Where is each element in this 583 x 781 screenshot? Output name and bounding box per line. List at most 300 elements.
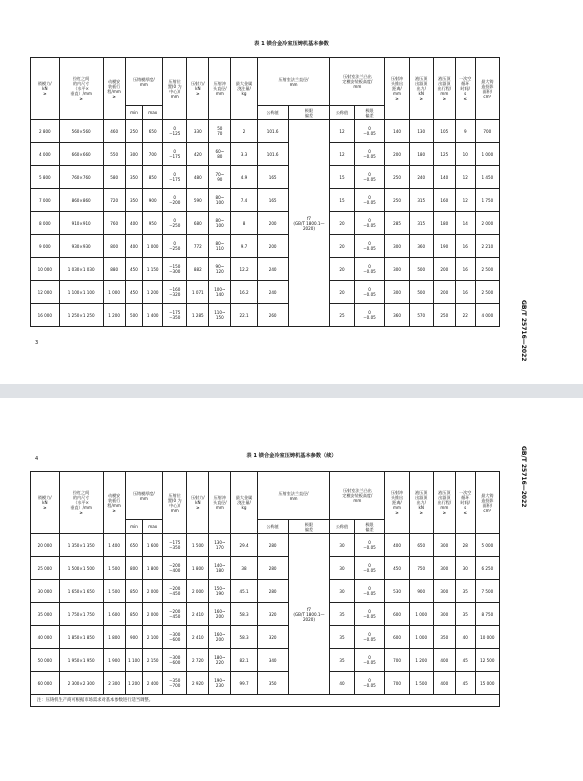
table-cell: 2 500	[475, 281, 499, 304]
table-cell: 20	[330, 235, 354, 258]
table-cell: 2 000	[475, 212, 499, 235]
table-cell: 6 250	[475, 557, 499, 580]
table-cell: 2 100	[143, 626, 163, 649]
protrusion-tolerance-cell: 0 −0.05	[354, 212, 385, 235]
protrusion-tolerance-cell: 0 −0.05	[354, 580, 385, 603]
table-cell: 2 500	[475, 258, 499, 281]
table-cell: 1 400	[103, 534, 125, 557]
table-cell: 8 000	[31, 212, 60, 235]
standard-code: GB/T 25716—2022	[520, 446, 527, 508]
table-cell: 2	[231, 120, 257, 143]
table-cell: 45.1	[231, 580, 257, 603]
protrusion-tolerance-cell: 0 −0.05	[354, 258, 385, 281]
table-cell: −200 −450	[163, 580, 187, 603]
table-cell: 400	[125, 235, 143, 258]
table-cell: 650	[409, 534, 433, 557]
table-cell: −150 −300	[163, 258, 187, 281]
table-cell: 1 750	[475, 189, 499, 212]
table-cell: 2 000	[187, 580, 209, 603]
table-cell: 750	[409, 557, 433, 580]
table-cell: 590	[187, 189, 209, 212]
table-cell: 0 −250	[163, 212, 187, 235]
table-cell: 1 500×1 500	[59, 557, 103, 580]
table-cell: 900	[409, 580, 433, 603]
table-cell: 16	[455, 258, 475, 281]
column-header: 压射冲 头推出 距离/ mm ≥	[385, 58, 409, 120]
table-note: 注：压铸机生产商可根据市场需求对基本参数进行适当调整。	[31, 695, 500, 707]
table-cell: 82.1	[231, 649, 257, 672]
document-page-3	[0, 0, 583, 384]
table-cell: 1 500	[103, 557, 125, 580]
table-cell: 110~ 150	[209, 304, 231, 327]
table-cell: 15	[330, 166, 354, 189]
column-header: 压射力/ kN ≥	[187, 58, 209, 120]
protrusion-tolerance-cell: 0 −0.05	[354, 603, 385, 626]
table-cell: 10 000	[475, 626, 499, 649]
table-cell: 760×760	[59, 166, 103, 189]
table-cell: 1 500	[187, 534, 209, 557]
table-cell: −175 −350	[163, 534, 187, 557]
table-cell: 850	[143, 166, 163, 189]
table-cell: 1 000	[475, 143, 499, 166]
table-cell: 80~ 100	[209, 212, 231, 235]
table-cell: 340	[257, 649, 288, 672]
table-cell: 300	[385, 235, 409, 258]
table-cell: 0 −200	[163, 189, 187, 212]
table-cell: 800	[103, 235, 125, 258]
table-cell: 580	[103, 166, 125, 189]
table-cell: 320	[257, 603, 288, 626]
table-cell: 40	[455, 626, 475, 649]
table-cell: 140	[433, 166, 455, 189]
table-cell: 140~ 180	[209, 557, 231, 580]
flange-tolerance-cell: f7 (GB/T 1800.1— 2020)	[288, 120, 330, 327]
column-header: 压射室法兰凸出 定模安装板高度/ mm	[330, 472, 385, 520]
column-header: 压铸模厚度/ mm	[125, 472, 162, 520]
table-cell: 1 030×1 030	[59, 258, 103, 281]
table-cell: 101.6	[257, 143, 288, 166]
table-cell: 2 800	[31, 120, 60, 143]
table-row	[31, 258, 500, 281]
table-row	[31, 534, 500, 557]
table-cell: 1 000	[143, 235, 163, 258]
table-cell: 35	[455, 603, 475, 626]
table-cell: 190~ 230	[209, 672, 231, 695]
column-header: 公称值	[257, 520, 288, 534]
protrusion-tolerance-cell: 0 −0.05	[354, 649, 385, 672]
column-header: max	[143, 520, 163, 534]
table-cell: 300	[433, 603, 455, 626]
table-cell: 200	[433, 281, 455, 304]
table-cell: 0 −125	[163, 120, 187, 143]
table-cell: 450	[125, 258, 143, 281]
table-cell: 700	[385, 649, 409, 672]
table-cell: 4 000	[31, 143, 60, 166]
table-cell: 480	[187, 166, 209, 189]
table-cell: 15	[330, 189, 354, 212]
table-cell: 930×930	[59, 235, 103, 258]
table-cell: 1 500	[103, 580, 125, 603]
table-cell: 2 400	[143, 672, 163, 695]
table-cell: 900	[143, 189, 163, 212]
table-cell: 38	[231, 557, 257, 580]
table-cell: 1 000	[103, 281, 125, 304]
column-header: 锁模力/ kN ≥	[31, 58, 60, 120]
table-cell: 90~ 120	[209, 258, 231, 281]
table-cell: 14	[455, 212, 475, 235]
table-cell: 16	[455, 235, 475, 258]
table-cell: 1 200	[125, 672, 143, 695]
table-cell: 0 −250	[163, 235, 187, 258]
table-cell: 700	[385, 672, 409, 695]
table-cell: 1 500	[409, 672, 433, 695]
column-header: 液压顶 出器顶 出行程/ mm ≥	[433, 472, 455, 534]
table-cell: 1 600	[143, 534, 163, 557]
table-title: 表 1 镁合金冷室压铸机基本参数	[254, 41, 329, 47]
table-cell: 450	[385, 557, 409, 580]
table-cell: 5 000	[475, 534, 499, 557]
table-cell: 16.2	[231, 281, 257, 304]
protrusion-tolerance-cell: 0 −0.05	[354, 143, 385, 166]
table-cell: 35	[330, 649, 354, 672]
table-cell: 800	[125, 557, 143, 580]
table-cell: 1 800	[187, 557, 209, 580]
table-cell: 1 450	[475, 166, 499, 189]
table-cell: 910×910	[59, 212, 103, 235]
table-cell: 2 000	[143, 580, 163, 603]
table-cell: 58.3	[231, 603, 257, 626]
document-page-4	[0, 398, 583, 781]
table-cell: 1 200	[409, 649, 433, 672]
table-cell: 500	[125, 304, 143, 327]
table-cell: 40	[330, 672, 354, 695]
table-cell: 315	[409, 212, 433, 235]
table-cell: 300	[125, 143, 143, 166]
table-cell: 7 000	[31, 189, 60, 212]
column-header: 公称值	[330, 520, 354, 534]
table-cell: 260	[257, 304, 288, 327]
table-cell: 20 000	[31, 534, 60, 557]
table-cell: −160 −320	[163, 281, 187, 304]
table-cell: 2 300×2 300	[59, 672, 103, 695]
table-cell: 0 −175	[163, 143, 187, 166]
table-cell: 165	[257, 189, 288, 212]
table-cell: 1 800	[143, 557, 163, 580]
table-cell: 250	[385, 166, 409, 189]
table-cell: 950	[143, 212, 163, 235]
table-cell: 4.9	[231, 166, 257, 189]
table-cell: 660×660	[59, 143, 103, 166]
column-header: 一次空 循环 时间/ s ≤	[455, 472, 475, 534]
table-cell: 600	[385, 603, 409, 626]
column-header: 公称值	[257, 106, 288, 120]
column-header: 拉杠之间 的内尺寸 （水平× 垂直）/mm ≥	[59, 472, 103, 534]
table-row	[31, 304, 500, 327]
page-separator	[0, 384, 583, 398]
table-cell: 760	[103, 212, 125, 235]
table-cell: 850	[125, 580, 143, 603]
protrusion-tolerance-cell: 0 −0.05	[354, 235, 385, 258]
table-cell: 16 000	[31, 304, 60, 327]
parameter-table-continued	[30, 471, 500, 707]
table-cell: 100~ 140	[209, 281, 231, 304]
table-cell: 35	[330, 626, 354, 649]
table-row	[31, 557, 500, 580]
table-cell: 0 −175	[163, 166, 187, 189]
column-header: 压射冲 头直径/ mm	[209, 58, 231, 120]
table-cell: 12 500	[475, 649, 499, 672]
table-cell: 882	[187, 258, 209, 281]
table-cell: 350	[257, 672, 288, 695]
column-header: 压铸模厚度/ mm	[125, 58, 162, 106]
note-row	[31, 695, 500, 707]
table-cell: 1 150	[143, 258, 163, 281]
protrusion-tolerance-cell: 0 −0.05	[354, 534, 385, 557]
table-cell: 1 100	[125, 649, 143, 672]
table-cell: 8	[231, 212, 257, 235]
table-cell: 530	[385, 580, 409, 603]
table-row	[31, 166, 500, 189]
table-cell: 600	[385, 626, 409, 649]
table-cell: −175 −350	[163, 304, 187, 327]
table-cell: 22.1	[231, 304, 257, 327]
page-number: 4	[35, 456, 39, 462]
table-cell: 700	[143, 143, 163, 166]
table-cell: 2 410	[187, 603, 209, 626]
table-cell: 101.6	[257, 120, 288, 143]
table-cell: 900	[125, 626, 143, 649]
table-cell: 200	[257, 212, 288, 235]
table-row	[31, 189, 500, 212]
table-cell: 9 000	[31, 235, 60, 258]
table-cell: 300	[433, 557, 455, 580]
table-cell: 1 200	[103, 304, 125, 327]
protrusion-tolerance-cell: 0 −0.05	[354, 281, 385, 304]
table-cell: 60~ 80	[209, 143, 231, 166]
table-cell: 200	[257, 235, 288, 258]
table-cell: 20	[330, 212, 354, 235]
table-cell: 12	[455, 166, 475, 189]
table-cell: 1 200	[143, 281, 163, 304]
table-cell: 30	[330, 580, 354, 603]
table-cell: 30	[330, 557, 354, 580]
table-cell: 40 000	[31, 626, 60, 649]
standard-code: GB/T 25716—2022	[520, 300, 527, 362]
table-cell: 680	[187, 212, 209, 235]
table-cell: 30	[330, 534, 354, 557]
table-cell: 2 920	[187, 672, 209, 695]
column-header: 压射力/ kN ≥	[187, 472, 209, 534]
table-cell: 420	[187, 143, 209, 166]
table-cell: 550	[103, 143, 125, 166]
table-cell: 25 000	[31, 557, 60, 580]
table-cell: 125	[433, 143, 455, 166]
column-header: 极限 偏差	[354, 106, 385, 120]
table-cell: 190	[433, 235, 455, 258]
table-cell: 58.3	[231, 626, 257, 649]
protrusion-tolerance-cell: 0 −0.05	[354, 304, 385, 327]
table-cell: 180	[433, 212, 455, 235]
table-cell: 1 285	[187, 304, 209, 327]
table-cell: −200 −450	[163, 603, 187, 626]
table-cell: 2 210	[475, 235, 499, 258]
table-cell: −200 −400	[163, 557, 187, 580]
table-cell: 5 800	[31, 166, 60, 189]
column-header: 公称值	[330, 106, 354, 120]
table-cell: 350	[125, 166, 143, 189]
table-row	[31, 626, 500, 649]
table-cell: 105	[433, 120, 455, 143]
table-cell: 250	[385, 189, 409, 212]
table-cell: 850	[125, 603, 143, 626]
table-cell: 1 071	[187, 281, 209, 304]
table-cell: 240	[257, 281, 288, 304]
protrusion-tolerance-cell: 0 −0.05	[354, 626, 385, 649]
column-header: 液压顶 出器顶 出力/ kN ≥	[409, 472, 433, 534]
table-cell: 1 800	[103, 626, 125, 649]
table-row	[31, 672, 500, 695]
table-cell: 500	[409, 281, 433, 304]
column-header: 最大铸 造投影 面积/ cm²	[475, 472, 499, 534]
table-cell: 300	[433, 580, 455, 603]
table-cell: 250	[433, 304, 455, 327]
table-cell: 280	[257, 557, 288, 580]
column-header: 最大金属 浇注量/ kg	[231, 472, 257, 534]
table-cell: 1 000	[409, 603, 433, 626]
table-cell: 4 000	[475, 304, 499, 327]
table-cell: 30 000	[31, 580, 60, 603]
table-cell: 360	[385, 304, 409, 327]
table-cell: 700	[475, 120, 499, 143]
table-cell: 29.4	[231, 534, 257, 557]
column-header: 压射室法兰直径/ mm	[257, 472, 330, 520]
table-cell: 10 000	[31, 258, 60, 281]
table-cell: 500	[409, 258, 433, 281]
table-cell: 9.7	[231, 235, 257, 258]
table-cell: 80~ 110	[209, 235, 231, 258]
column-header: 液压顶 出器顶 出行程/ mm ≥	[433, 58, 455, 120]
table-cell: 180	[409, 143, 433, 166]
table-cell: −350 −700	[163, 672, 187, 695]
column-header: min	[125, 520, 143, 534]
column-header: 动模安 装板行 程/mm ≥	[103, 58, 125, 120]
table-cell: 50 000	[31, 649, 60, 672]
table-cell: 12.2	[231, 258, 257, 281]
column-header: 极限 偏差	[288, 106, 330, 120]
table-cell: 20	[330, 281, 354, 304]
table-cell: 160~ 200	[209, 603, 231, 626]
table-cell: 280	[257, 580, 288, 603]
table-cell: 400	[385, 534, 409, 557]
table-cell: 165	[257, 166, 288, 189]
protrusion-tolerance-cell: 0 −0.05	[354, 120, 385, 143]
table-cell: 130~ 170	[209, 534, 231, 557]
table-cell: 300	[385, 281, 409, 304]
table-cell: 160~ 200	[209, 626, 231, 649]
table-cell: 12	[330, 143, 354, 166]
column-header: 压射室法兰凸出 定模安装板高度/ mm	[330, 58, 385, 106]
column-header: 最大铸 造投影 面积/ cm²	[475, 58, 499, 120]
table-cell: 12	[330, 120, 354, 143]
table-cell: 50 70	[209, 120, 231, 143]
table-cell: 570	[409, 304, 433, 327]
table-cell: 400	[125, 212, 143, 235]
table-cell: 35 000	[31, 603, 60, 626]
table-cell: 2 150	[143, 649, 163, 672]
table-cell: 400	[433, 649, 455, 672]
column-header: 极限 偏差	[354, 520, 385, 534]
table-cell: 1 000	[409, 626, 433, 649]
table-cell: 16	[455, 281, 475, 304]
table-row	[31, 649, 500, 672]
table-cell: 240	[257, 258, 288, 281]
table-cell: 560×560	[59, 120, 103, 143]
table-cell: 35	[455, 580, 475, 603]
table-cell: 300	[385, 258, 409, 281]
column-header: 拉杠之间 的内尺寸 （水平× 垂直）/mm ≥	[59, 58, 103, 120]
table-cell: 180~ 220	[209, 649, 231, 672]
table-cell: 880	[103, 258, 125, 281]
table-cell: 1 850×1 850	[59, 626, 103, 649]
column-header: 压射位 置(0 为 中心)/ mm	[163, 58, 187, 120]
table-cell: 285	[385, 212, 409, 235]
table-title: 表 1 镁合金冷室压铸机基本参数（续）	[246, 453, 337, 459]
column-header: min	[125, 106, 143, 120]
table-cell: 650	[125, 534, 143, 557]
table-cell: 460	[103, 120, 125, 143]
table-cell: 10	[455, 143, 475, 166]
table-row	[31, 281, 500, 304]
table-cell: 150~ 190	[209, 580, 231, 603]
column-header: 极限 偏差	[288, 520, 330, 534]
table-cell: 130	[409, 120, 433, 143]
table-cell: 2 300	[103, 672, 125, 695]
table-cell: 45	[455, 672, 475, 695]
table-row	[31, 603, 500, 626]
table-cell: 240	[409, 166, 433, 189]
page-number: 3	[35, 340, 39, 346]
table-cell: 140	[385, 120, 409, 143]
table-row	[31, 235, 500, 258]
table-cell: 280	[257, 534, 288, 557]
table-cell: 200	[385, 143, 409, 166]
table-cell: 1 950×1 950	[59, 649, 103, 672]
table-cell: 2 720	[187, 649, 209, 672]
table-cell: 1 650×1 650	[59, 580, 103, 603]
table-cell: 15 000	[475, 672, 499, 695]
flange-tolerance-cell: f7 (GB/T 1800.1— 2020)	[288, 534, 330, 695]
column-header: 压射冲 头直径/ mm	[209, 472, 231, 534]
table-cell: −300 −600	[163, 626, 187, 649]
protrusion-tolerance-cell: 0 −0.05	[354, 166, 385, 189]
table-cell: 8 750	[475, 603, 499, 626]
table-cell: 1 350×1 350	[59, 534, 103, 557]
table-cell: 360	[409, 235, 433, 258]
table-cell: 350	[433, 626, 455, 649]
column-header: max	[143, 106, 163, 120]
column-header: 液压顶 出器顶 出力/ kN ≥	[409, 58, 433, 120]
column-header: 锁模力/ kN ≥	[31, 472, 60, 534]
table-cell: 450	[125, 281, 143, 304]
column-header: 压射室法兰直径/ mm	[257, 58, 330, 106]
table-cell: 7 500	[475, 580, 499, 603]
table-cell: 9	[455, 120, 475, 143]
table-cell: 2 410	[187, 626, 209, 649]
table-cell: 22	[455, 304, 475, 327]
table-cell: 160	[433, 189, 455, 212]
table-cell: 70~ 90	[209, 166, 231, 189]
table-cell: 1 900	[103, 649, 125, 672]
